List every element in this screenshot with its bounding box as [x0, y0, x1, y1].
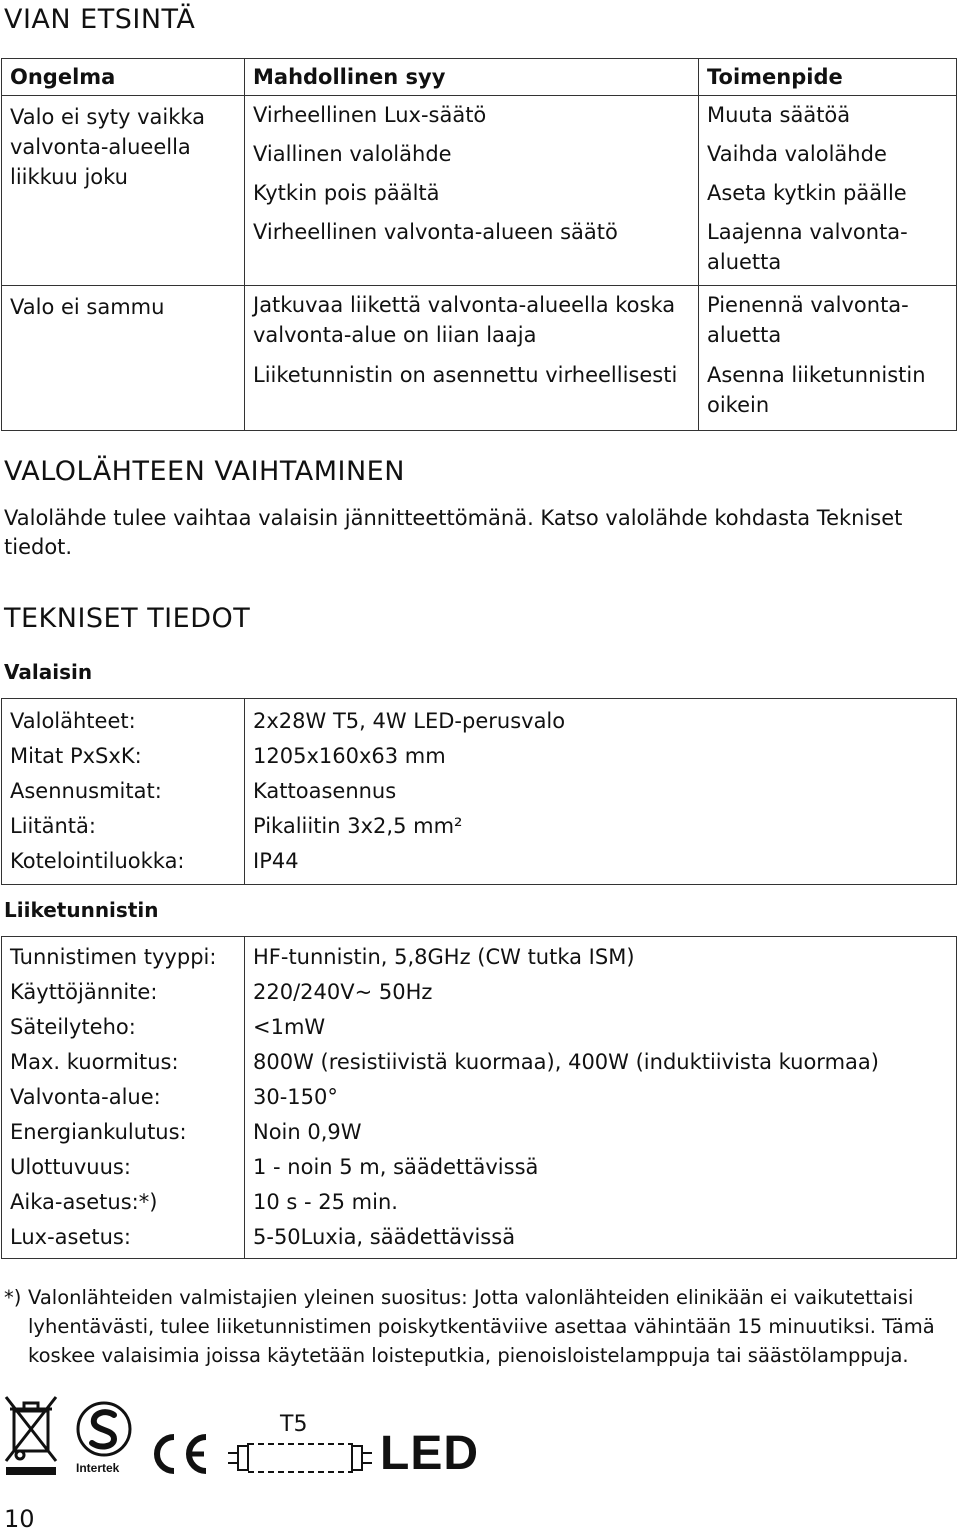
spec-value: Pikaliitin 3x2,5 mm²	[253, 813, 463, 838]
table-row	[2, 738, 957, 773]
table-row	[2, 1114, 957, 1149]
spec-key: Max. kuormitus:	[2, 1044, 245, 1079]
column-header-action: Toimenpide	[699, 59, 957, 96]
table-header-row	[2, 59, 957, 96]
footnote	[0, 1283, 950, 1370]
spec-value: IP44	[253, 848, 299, 873]
cause-item: Virheellinen valvonta-alueen säätö	[253, 220, 618, 244]
page-number: 10	[4, 1505, 35, 1533]
action-cell	[699, 96, 957, 286]
spec-key: Tunnistimen tyyppi:	[2, 937, 245, 975]
luminaire-spec-table	[1, 698, 957, 885]
spec-key: Ulottuvuus:	[2, 1149, 245, 1184]
table-row	[2, 808, 957, 843]
spec-key: Energiankulutus:	[2, 1114, 245, 1149]
action-item: Aseta kytkin päälle	[707, 181, 907, 205]
spec-value: <1mW	[253, 1014, 326, 1039]
spec-value: 1205x160x63 mm	[253, 743, 446, 768]
spec-value: 800W (resistiivistä kuormaa), 400W (induktiivista kuormaa)	[253, 1049, 879, 1074]
cause-item: Virheellinen Lux-säätö	[253, 103, 487, 127]
luminaire-heading: Valaisin	[4, 660, 93, 684]
specs-title: TEKNISET TIEDOT	[4, 603, 251, 634]
table-row	[2, 1149, 957, 1184]
led-mark-icon: LED	[380, 1427, 479, 1480]
spec-value: 220/240V~ 50Hz	[253, 979, 433, 1004]
replacement-title: VALOLÄHTEEN VAIHTAMINEN	[4, 456, 405, 487]
weee-crossed-bin-icon	[2, 1395, 60, 1477]
table-row	[2, 974, 957, 1009]
spec-value: 10 s - 25 min.	[253, 1189, 398, 1214]
spec-key: Lux-asetus:	[2, 1219, 245, 1259]
spec-value: 30-150°	[253, 1084, 338, 1109]
cause-item: Kytkin pois päältä	[253, 181, 440, 205]
t5-tube-label: T5	[280, 1412, 308, 1437]
table-row	[2, 96, 957, 286]
cause-item: Liiketunnistin on asennettu virheellisesti	[253, 363, 678, 387]
action-item: Vaihda valolähde	[707, 142, 887, 166]
spec-key: Säteilyteho:	[2, 1009, 245, 1044]
troubleshooting-title: VIAN ETSINTÄ	[4, 4, 196, 35]
problem-cell	[2, 286, 245, 431]
spec-value: 1 - noin 5 m, säädettävissä	[253, 1154, 539, 1179]
spec-key: Kotelointiluokka:	[2, 843, 245, 885]
certification-icons	[0, 1395, 960, 1485]
table-row	[2, 937, 957, 975]
spec-value: HF-tunnistin, 5,8GHz (CW tutka ISM)	[253, 944, 635, 969]
cause-cell	[245, 286, 699, 431]
footnote-text: Valonlähteiden valmistajien yleinen suositus: Jotta valonlähteiden elinikään ei vaikutettaisi lyhentävästi, tulee liiketunnistimen poiskytkentäviive asettaa vähintään 15 minuutiksi. Tämä koskee valaisimia joissa käytetään loisteputkia, pienoisloistelamppuja tai säästölamppuja.	[28, 1286, 935, 1367]
footnote-marker: *)	[4, 1286, 22, 1309]
spec-value: Kattoasennus	[253, 778, 397, 803]
spec-key: Liitäntä:	[2, 808, 245, 843]
spec-key: Käyttöjännite:	[2, 974, 245, 1009]
table-row	[2, 699, 957, 739]
problem-text: Valo ei syty vaikka valvonta-alueella liikkuu joku	[10, 105, 206, 189]
table-row	[2, 1009, 957, 1044]
table-row	[2, 773, 957, 808]
spec-key: Aika-asetus:*)	[2, 1184, 245, 1219]
column-header-problem: Ongelma	[2, 59, 245, 96]
action-item: Muuta säätöä	[707, 103, 851, 127]
problem-cell	[2, 96, 245, 286]
action-cell	[699, 286, 957, 431]
table-row	[2, 1184, 957, 1219]
intertek-s-mark-icon	[74, 1401, 136, 1467]
spec-key: Valolähteet:	[2, 699, 245, 739]
problem-text: Valo ei sammu	[10, 295, 165, 319]
action-item: Laajenna valvonta-aluetta	[707, 220, 908, 274]
spec-key: Asennusmitat:	[2, 773, 245, 808]
ce-mark-icon	[148, 1433, 210, 1475]
spec-value: 2x28W T5, 4W LED-perusvalo	[253, 708, 566, 733]
spec-key: Mitat PxSxK:	[2, 738, 245, 773]
table-row	[2, 1079, 957, 1114]
spec-value: Noin 0,9W	[253, 1119, 362, 1144]
cause-cell	[245, 96, 699, 286]
spec-key: Valvonta-alue:	[2, 1079, 245, 1114]
table-row	[2, 1219, 957, 1259]
t5-tube-icon	[226, 1441, 376, 1475]
column-header-cause: Mahdollinen syy	[245, 59, 699, 96]
table-row	[2, 843, 957, 885]
action-item: Pienennä valvonta-aluetta	[707, 293, 909, 347]
troubleshooting-table	[1, 58, 957, 431]
sensor-spec-table	[1, 936, 957, 1259]
cause-item: Viallinen valolähde	[253, 142, 452, 166]
cause-item: Jatkuvaa liikettä valvonta-alueella koska valvonta-alue on liian laaja	[253, 293, 676, 347]
table-row	[2, 286, 957, 431]
replacement-text: Valolähde tulee vaihtaa valaisin jännitteettömänä. Katso valolähde kohdasta Tekniset tiedot.	[4, 506, 903, 559]
intertek-label: Intertek	[76, 1461, 120, 1475]
action-item: Asenna liiketunnistin oikein	[707, 363, 926, 417]
sensor-heading: Liiketunnistin	[4, 898, 159, 922]
table-row	[2, 1044, 957, 1079]
spec-value: 5-50Luxia, säädettävissä	[253, 1224, 516, 1249]
